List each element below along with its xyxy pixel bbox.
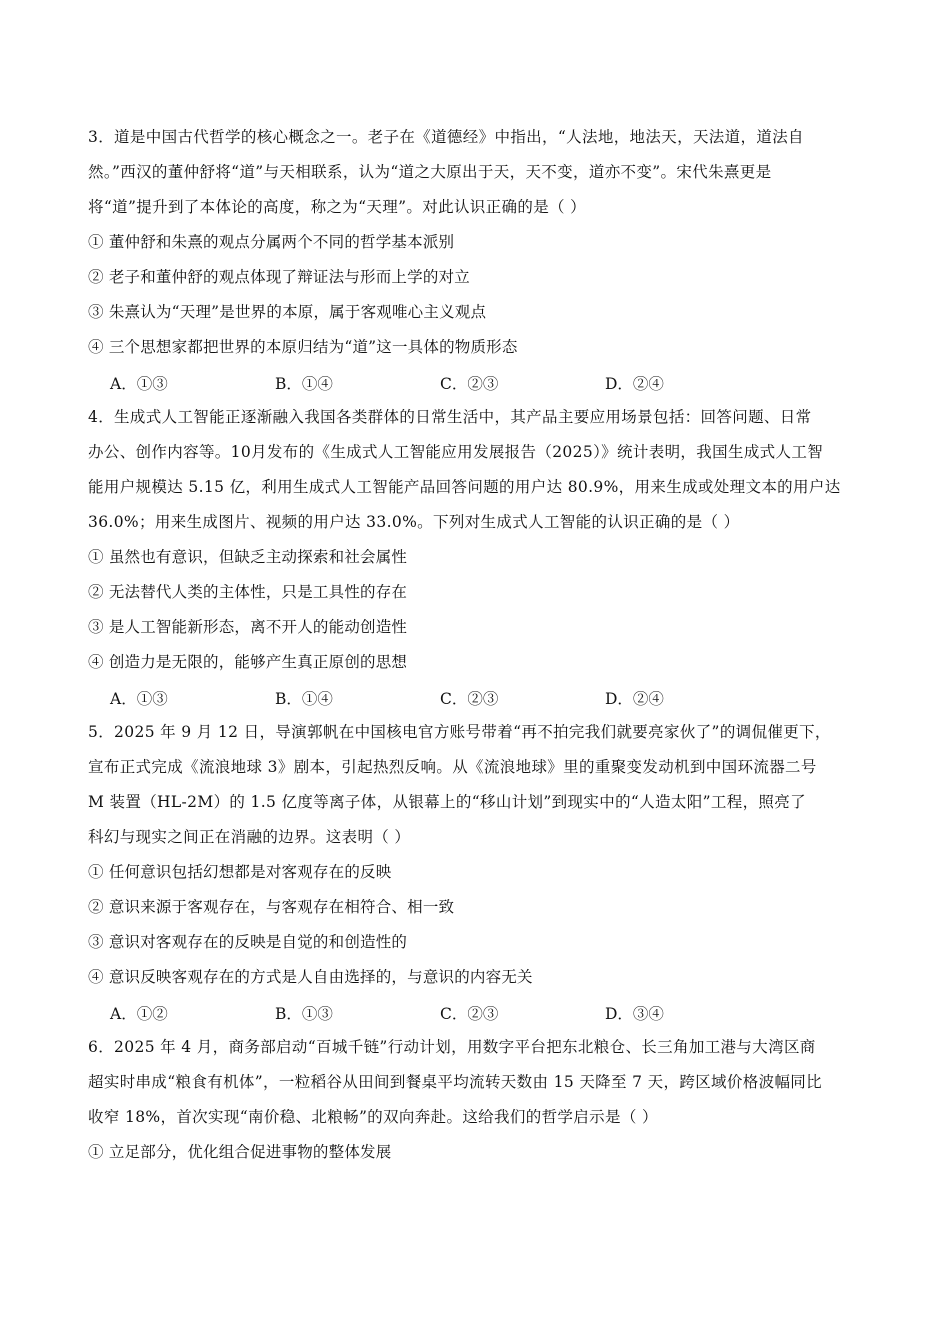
question-6 xyxy=(88,1030,868,1170)
statement-4: ④ 三个思想家都把世界的本原归结为“道”这一具体的物质形态 xyxy=(88,338,518,356)
choice-c: C．②③ xyxy=(440,1004,499,1023)
choice-d: D．②④ xyxy=(605,689,664,708)
choice-b: B．①④ xyxy=(275,689,333,708)
question-stem xyxy=(88,1030,868,1135)
exam-page xyxy=(88,120,868,1170)
question-stem xyxy=(88,120,868,225)
question-stem xyxy=(88,715,868,855)
stem-line: 然。”西汉的董仲舒将“道”与天相联系，认为“道之大原出于天，天不变，道亦不变”。宋代朱熹更是 xyxy=(88,163,772,181)
statement-4: ④ 创造力是无限的，能够产生真正原创的思想 xyxy=(88,653,408,671)
stem-line: 将“道”提升到了本体论的高度，称之为“天理”。对此认识正确的是（ ） xyxy=(88,198,587,216)
question-stem xyxy=(88,400,868,540)
choice-d: D．③④ xyxy=(605,1004,664,1023)
choice-a: A．①③ xyxy=(110,374,168,393)
stem-line: 3．道是中国古代哲学的核心概念之一。老子在《道德经》中指出，“人法地，地法天，天法道，道法自 xyxy=(88,128,804,146)
statement-2: ② 老子和董仲舒的观点体现了辩证法与形而上学的对立 xyxy=(88,268,470,286)
choice-c: C．②③ xyxy=(440,374,499,393)
answer-choices xyxy=(88,680,868,715)
statement-4: ④ 意识反映客观存在的方式是人自由选择的，与意识的内容无关 xyxy=(88,968,533,986)
choice-a: A．①② xyxy=(110,1004,168,1023)
stem-line: 超实时串成“粮食有机体”，一粒稻谷从田间到餐桌平均流转天数由 15 天降至 7 天，跨区域价格波幅同比 xyxy=(88,1073,822,1091)
answer-choices xyxy=(88,365,868,400)
stem-line: 宣布正式完成《流浪地球 3》剧本，引起热烈反响。从《流浪地球》里的重聚变发动机到中国环流器二号 xyxy=(88,758,817,776)
stem-line: 收窄 18%，首次实现“南价稳、北粮畅”的双向奔赴。这给我们的哲学启示是（ ） xyxy=(88,1108,658,1126)
choice-a: A．①③ xyxy=(110,689,168,708)
question-3 xyxy=(88,120,868,400)
statement-2: ② 意识来源于客观存在，与客观存在相符合、相一致 xyxy=(88,898,455,916)
answer-choices xyxy=(88,995,868,1030)
stem-line: 5．2025 年 9 月 12 日，导演郭帆在中国核电官方账号带着“再不拍完我们就要亮家伙了”的调侃催更下， xyxy=(88,723,831,741)
statement-1: ① 任何意识包括幻想都是对客观存在的反映 xyxy=(88,863,392,881)
statement-1: ① 立足部分，优化组合促进事物的整体发展 xyxy=(88,1143,392,1161)
statement-2: ② 无法替代人类的主体性，只是工具性的存在 xyxy=(88,583,408,601)
question-4 xyxy=(88,400,868,715)
statement-3: ③ 是人工智能新形态，离不开人的能动创造性 xyxy=(88,618,408,636)
statement-3: ③ 朱熹认为“天理”是世界的本原，属于客观唯心主义观点 xyxy=(88,303,487,321)
question-5 xyxy=(88,715,868,1030)
statement-3: ③ 意识对客观存在的反映是自觉的和创造性的 xyxy=(88,933,408,951)
statement-1: ① 董仲舒和朱熹的观点分属两个不同的哲学基本派别 xyxy=(88,233,455,251)
stem-line: 36.0%；用来生成图片、视频的用户达 33.0%。下列对生成式人工智能的认识正确的是（ ） xyxy=(88,513,740,531)
choice-d: D．②④ xyxy=(605,374,664,393)
stem-line: 办公、创作内容等。10月发布的《生成式人工智能应用发展报告（2025）》统计表明，我国生成式人工智 xyxy=(88,443,824,461)
stem-line: 6．2025 年 4 月，商务部启动“百城千链”行动计划，用数字平台把东北粮仓、长三角加工港与大湾区商 xyxy=(88,1038,816,1056)
stem-line: 能用户规模达 5.15 亿，利用生成式人工智能产品回答问题的用户达 80.9%，用来生成或处理文本的用户达 xyxy=(88,478,841,496)
choice-c: C．②③ xyxy=(440,689,499,708)
stem-line: 4．生成式人工智能正逐渐融入我国各类群体的日常生活中，其产品主要应用场景包括：回答问题、日常 xyxy=(88,408,812,426)
choice-b: B．①③ xyxy=(275,1004,333,1023)
statement-1: ① 虽然也有意识，但缺乏主动探索和社会属性 xyxy=(88,548,408,566)
choice-b: B．①④ xyxy=(275,374,333,393)
stem-line: M 装置（HL-2M）的 1.5 亿度等离子体，从银幕上的“移山计划”到现实中的“人造太阳”工程，照亮了 xyxy=(88,793,806,811)
stem-line: 科幻与现实之间正在消融的边界。这表明（ ） xyxy=(88,828,411,846)
